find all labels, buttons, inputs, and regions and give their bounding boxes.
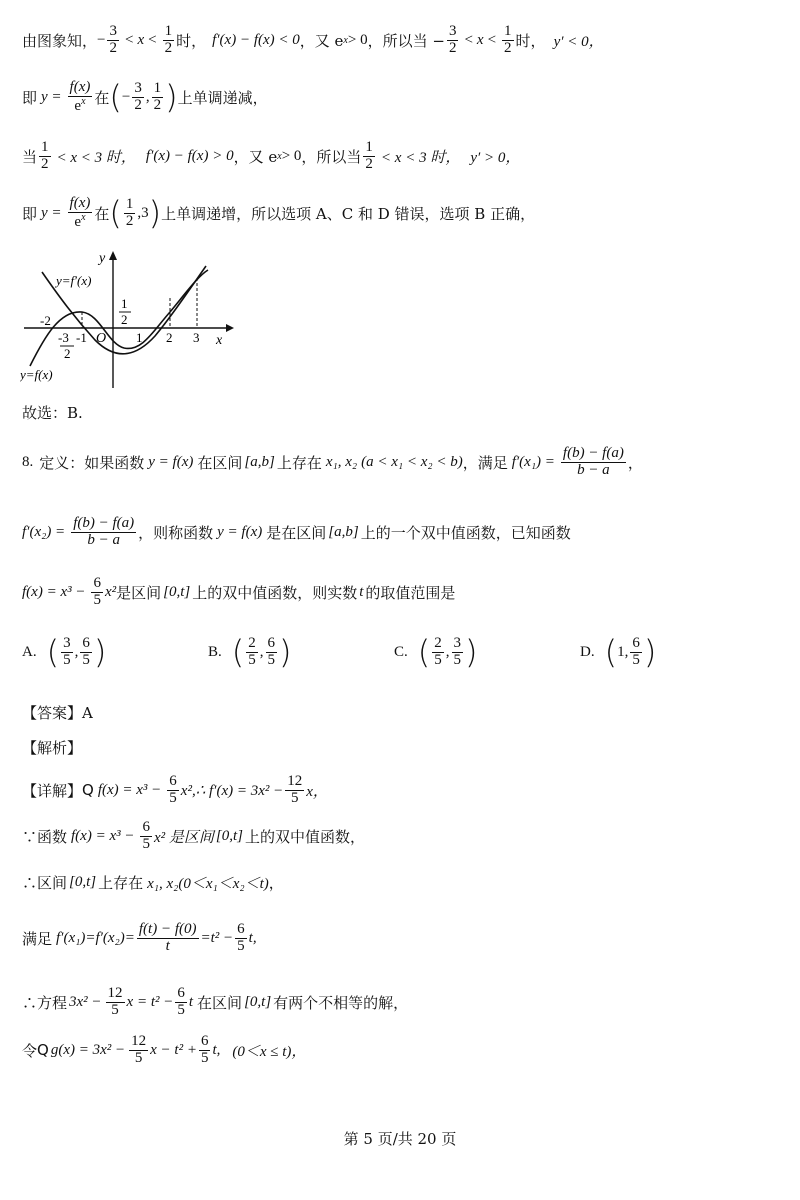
frac-num: 3 xyxy=(109,23,117,39)
frac-den: 2 xyxy=(109,39,117,56)
expr-fprime-minus-f: f′(x) − f(x) < 0 xyxy=(212,31,300,48)
text-gt0: > 0 xyxy=(281,147,302,164)
interval-ab: [a,b] xyxy=(328,523,359,540)
expr-fprime-x1: f′(x₁) = xyxy=(511,453,555,470)
frac-den: 2 xyxy=(164,39,173,56)
minus-sign: − xyxy=(97,31,106,48)
frac-num: 6 xyxy=(200,1033,209,1049)
fraction-six-fifths xyxy=(167,774,179,807)
detail-heading: 【详解】 xyxy=(22,781,83,800)
frac-den: 5 xyxy=(200,1049,209,1066)
frac-num: 6 xyxy=(169,773,177,789)
frac-num: 2 xyxy=(434,635,442,651)
function-graph xyxy=(20,248,240,398)
text-x2-is-interval: x² 是区间 xyxy=(153,829,214,846)
expr-y-eq-fx: y = f(x) xyxy=(148,453,194,470)
tick-half-num: 1 xyxy=(121,296,128,311)
right-paren: ) xyxy=(279,633,292,672)
tick-one: 1 xyxy=(136,330,143,345)
analysis-heading xyxy=(22,737,82,758)
fraction-six-fifths xyxy=(175,986,187,1019)
origin-label: O xyxy=(96,331,107,346)
frac-den xyxy=(72,97,87,115)
frac-num: f(b) − f(a) xyxy=(562,445,624,461)
comma: ， xyxy=(268,874,284,892)
option-right-frac xyxy=(630,636,642,669)
interval-0t: [0,t] xyxy=(244,993,272,1010)
f-label: y=f(x) xyxy=(20,367,53,382)
frac-den xyxy=(72,213,87,231)
expr-fprime-x2: f′(x₂) = xyxy=(22,523,66,540)
text-exists: 上存在 xyxy=(276,453,322,472)
option-right-frac xyxy=(452,636,464,669)
y-axis-label: y xyxy=(99,251,106,266)
expr-x-eq-t2: x = t² − xyxy=(126,993,174,1010)
frac-num: f(x) xyxy=(69,195,91,211)
text-in: 在 xyxy=(94,88,110,107)
fraction-six-fifths xyxy=(140,820,152,853)
var-t: t xyxy=(359,583,364,600)
text-conclusion: 上单调递增，所以选项 A、C 和 D 错误，选项 B 正确， xyxy=(161,204,536,223)
interval-end: ,3 xyxy=(137,204,149,221)
expr-y-eq-fx: y = f(x) xyxy=(217,523,263,540)
var-t: t xyxy=(188,993,194,1010)
frac-den: 2 xyxy=(365,155,373,172)
exp-sup: x xyxy=(343,34,348,46)
option-label: B. xyxy=(208,643,222,660)
option-left-value: 1 xyxy=(617,643,625,660)
solution-line-3 xyxy=(22,140,520,173)
vars-x1x2: x₁, x₂ xyxy=(325,453,358,470)
e-base: e xyxy=(74,213,82,230)
answer-line xyxy=(22,702,93,723)
detail-line-5 xyxy=(22,986,408,1019)
text-given-tail3: 的取值范围是 xyxy=(365,583,456,602)
expr-fprime-equal: f′(x₁)=f′(x₂)= xyxy=(56,929,135,946)
frac-den: 2 xyxy=(125,212,134,229)
tick-three: 3 xyxy=(193,330,200,345)
text-prefix: 即 xyxy=(22,88,38,107)
solution-line-1 xyxy=(22,24,604,57)
e-base: e xyxy=(74,97,82,114)
option-d[interactable] xyxy=(580,633,657,672)
frac-num: 6 xyxy=(177,985,185,1001)
fprime-label: y=f′(x) xyxy=(56,273,92,288)
frac-den: 2 xyxy=(134,96,142,113)
analysis-heading-text: 【解析】 xyxy=(22,739,83,757)
fraction-one-half xyxy=(152,81,164,114)
var-t: t, xyxy=(212,1041,221,1058)
comma: , xyxy=(145,88,150,105)
interval-0t: [0,t] xyxy=(69,874,97,890)
text-satisfy: ，满足 xyxy=(462,453,508,472)
frac-num: f(b) − f(a) xyxy=(73,515,135,531)
frac-num: 1 xyxy=(153,80,162,96)
option-left-frac xyxy=(246,636,258,669)
frac-den: 5 xyxy=(111,1001,119,1018)
tick-minus2: -2 xyxy=(40,313,51,328)
text-prefix: 即 xyxy=(22,204,38,223)
comma: , xyxy=(624,643,629,660)
text-time: 时， xyxy=(176,31,207,50)
fraction-ft-minus-f0 xyxy=(137,922,199,955)
var-x: x xyxy=(137,31,145,48)
var-t-end: t, xyxy=(248,929,257,946)
frac-den: 2 xyxy=(153,96,162,113)
frac-num: 6 xyxy=(237,921,245,937)
left-paren: ( xyxy=(417,633,431,672)
fraction-one-half-2 xyxy=(363,140,375,173)
text-def-intro: 定义：如果函数 xyxy=(39,453,145,472)
expr-y-eq: y = xyxy=(41,204,62,221)
expr-fprime-minus-f-pos: f′(x) − f(x) > 0 xyxy=(145,147,234,164)
frac-den: 5 xyxy=(434,651,442,668)
text-in-interval: 在区间 xyxy=(197,993,243,1012)
q-mark: Q xyxy=(82,781,94,800)
frac-num: 3 xyxy=(134,80,142,96)
lt-sign: < xyxy=(124,31,134,48)
frac-num: 3 xyxy=(453,635,461,651)
answer-text: 【答案】A xyxy=(22,704,93,722)
solution-line-2 xyxy=(22,80,268,115)
expr-fprime: x²,∴ f′(x) = 3x² − xyxy=(180,782,284,799)
text-mid: < x < 3 时， xyxy=(380,149,461,166)
detail-line-3 xyxy=(22,872,284,893)
frac-num: 2 xyxy=(248,635,256,651)
detail-line-2 xyxy=(22,820,365,853)
detail-line-6 xyxy=(22,1034,306,1067)
left-paren: ( xyxy=(109,78,122,117)
expr-3x2: 3x² − xyxy=(69,993,102,1010)
frac-den: b − a xyxy=(87,531,120,548)
text-let: 令 xyxy=(22,1041,38,1060)
right-paren: ) xyxy=(165,78,178,117)
option-c[interactable] xyxy=(394,633,478,672)
text-also: ，又 e xyxy=(233,147,278,166)
frac-den: 5 xyxy=(267,651,275,668)
frac-den: 2 xyxy=(448,39,457,56)
fraction-twelve-fifths xyxy=(106,986,125,1019)
frac-den: 5 xyxy=(142,835,150,852)
q8-line-3 xyxy=(22,576,455,609)
option-label: C. xyxy=(394,643,408,660)
detail-line-1 xyxy=(22,774,328,807)
fraction-mean-slope xyxy=(561,446,626,479)
text-also: ，又 e xyxy=(299,31,344,50)
text-because-function: ∵函数 xyxy=(22,827,68,846)
text-therefore-interval: ∴区间 xyxy=(22,874,68,892)
frac-den: 5 xyxy=(169,789,177,806)
frac-num: 12 xyxy=(107,985,123,1001)
tick-minus3-num: -3 xyxy=(58,330,69,345)
option-b[interactable] xyxy=(208,633,292,672)
text-exists: 上存在 xyxy=(98,874,144,892)
text-is-on: 是在区间 xyxy=(266,523,327,542)
frac-den: 5 xyxy=(237,937,245,954)
exp-sup: x xyxy=(81,211,86,223)
frac-den: 5 xyxy=(248,651,256,668)
option-a[interactable] xyxy=(22,633,107,672)
frac-num: 1 xyxy=(504,23,512,39)
left-paren: ( xyxy=(231,633,245,672)
tick-half-den: 2 xyxy=(121,312,128,327)
domain-cond: (0＜x ≤ t)， xyxy=(232,1043,307,1060)
option-right-frac xyxy=(266,636,278,669)
expr-t-squared: =t² − xyxy=(200,929,234,946)
fraction-one-half xyxy=(124,197,136,230)
text-gt0: > 0 xyxy=(347,31,368,48)
text-given-tail: 是区间 xyxy=(116,583,162,602)
var-x-end: x， xyxy=(306,783,328,800)
choice-text: 故选：B. xyxy=(22,404,83,422)
frac-num: 6 xyxy=(142,819,150,835)
frac-den: 2 xyxy=(504,39,512,56)
option-left-frac xyxy=(432,636,444,669)
expr-yprime-pos: y′ > 0， xyxy=(470,149,521,166)
fraction-six-fifths xyxy=(91,576,103,609)
text-two-roots: 有两个不相等的解， xyxy=(273,993,409,1012)
frac-num: f(t) − f(0) xyxy=(138,921,197,937)
fraction-f-over-e xyxy=(68,196,93,231)
text-time: 时， xyxy=(515,31,546,50)
fraction-one-half xyxy=(39,140,51,173)
frac-num: 1 xyxy=(41,139,49,155)
fraction-one-half xyxy=(163,24,175,57)
text-mid: < x < 3 时， xyxy=(56,149,136,166)
frac-num: 12 xyxy=(287,773,303,789)
interval-0t: [0,t] xyxy=(163,583,191,600)
left-paren: ( xyxy=(604,633,618,672)
question-number: 8. xyxy=(22,453,34,470)
frac-num: 3 xyxy=(448,23,457,39)
choice-line xyxy=(22,402,83,423)
left-paren: ( xyxy=(46,633,60,672)
frac-den: 5 xyxy=(63,651,71,668)
comma: ， xyxy=(627,453,643,472)
expr-yprime-neg: y′ < 0， xyxy=(553,33,604,50)
right-paren: ) xyxy=(93,633,107,672)
text-then-called: ，则称函数 xyxy=(138,523,214,542)
frac-num: 1 xyxy=(164,23,173,39)
tick-neg-half-den: 2 xyxy=(64,346,71,361)
text-so-when: ，所以当 − xyxy=(367,31,445,50)
fraction-three-halves xyxy=(132,81,144,114)
right-paren: ) xyxy=(148,194,162,233)
q8-line-1 xyxy=(22,446,643,479)
q-mark: Q xyxy=(37,1041,49,1060)
expr-fx: f(x) = x³ − xyxy=(71,827,135,844)
frac-den: 5 xyxy=(453,651,461,668)
condition: (a < x₁ < x₂ < b) xyxy=(361,453,463,470)
option-label: D. xyxy=(580,643,595,660)
frac-den: 5 xyxy=(82,651,90,668)
fraction-one-half-2 xyxy=(502,24,514,57)
fraction-mean-slope xyxy=(71,516,136,549)
expr-x1x2-cond: x₁, x₂(0＜x₁＜x₂＜t) xyxy=(147,876,269,892)
frac-num: 6 xyxy=(267,635,275,651)
var-x-squared: x² xyxy=(104,583,117,600)
frac-den: t xyxy=(165,937,170,954)
lt-sign: < xyxy=(464,31,473,48)
fraction-f-over-e xyxy=(68,80,93,115)
fraction-three-halves-2 xyxy=(447,24,459,57)
option-label: A. xyxy=(22,643,37,660)
text-when: 当 xyxy=(22,147,38,166)
interval-0t: [0,t] xyxy=(215,827,243,844)
interval-ab: [a,b] xyxy=(244,453,275,470)
text-double-mean: 上的双中值函数， xyxy=(244,827,365,846)
detail-line-4 xyxy=(22,922,257,955)
frac-den: 2 xyxy=(41,155,49,172)
fraction-six-fifths xyxy=(199,1034,211,1067)
frac-den: 5 xyxy=(134,1049,143,1066)
text-intro: 由图象知， xyxy=(22,31,98,50)
frac-den: 5 xyxy=(291,789,299,806)
lt-sign: < xyxy=(487,31,497,48)
frac-num: f(x) xyxy=(69,79,91,95)
tick-minus1: -1 xyxy=(76,330,87,345)
fraction-three-halves xyxy=(107,24,119,57)
exp-sup: x xyxy=(277,150,282,162)
text-so-when: ，所以当 xyxy=(301,147,362,166)
fraction-twelve-fifths xyxy=(285,774,304,807)
frac-den: 5 xyxy=(93,591,101,608)
right-paren: ) xyxy=(643,633,657,672)
right-paren: ) xyxy=(465,633,478,672)
x-axis-arrow-icon xyxy=(226,324,234,332)
comma: , xyxy=(445,643,450,660)
text-therefore-equation: ∴方程 xyxy=(22,993,68,1012)
comma: , xyxy=(259,643,264,660)
expr-given-fx: f(x) = x³ − xyxy=(22,583,86,600)
frac-num: 6 xyxy=(82,635,90,651)
tick-two: 2 xyxy=(166,330,173,345)
fraction-six-fifths xyxy=(235,922,247,955)
frac-num: 6 xyxy=(93,575,101,591)
comma: , xyxy=(74,643,79,660)
fraction-twelve-fifths xyxy=(129,1034,148,1067)
frac-den: b − a xyxy=(577,461,610,478)
y-axis-arrow-icon xyxy=(109,251,117,260)
frac-num: 6 xyxy=(632,635,640,651)
option-left-frac xyxy=(61,636,73,669)
text-given-tail2: 上的双中值函数，则实数 xyxy=(192,583,358,602)
page-footer: 第 5 页/共 20 页 xyxy=(343,1130,457,1148)
text-decreasing: 上单调递减， xyxy=(177,88,268,107)
frac-den: 5 xyxy=(632,651,640,668)
expr-gx: g(x) = 3x² − xyxy=(50,1041,126,1058)
text-in: 在 xyxy=(94,204,110,223)
text-on-interval: 在区间 xyxy=(197,453,243,472)
option-right-frac xyxy=(80,636,92,669)
expr-y-eq: y = xyxy=(41,88,62,105)
solution-line-4 xyxy=(22,196,535,231)
x-axis-label: x xyxy=(216,333,223,348)
frac-den: 5 xyxy=(177,1001,185,1018)
expr-fx: f(x) = x³ − xyxy=(97,781,162,798)
var-x: x xyxy=(476,31,484,48)
exp-sup: x xyxy=(81,95,86,107)
expr-x-minus-t2: x − t² + xyxy=(150,1041,197,1058)
frac-num: 12 xyxy=(131,1033,147,1049)
frac-num: 1 xyxy=(125,196,134,212)
frac-num: 3 xyxy=(63,635,71,651)
text-called-tail: 上的一个双中值函数，已知函数 xyxy=(360,523,571,542)
q8-line-2 xyxy=(22,516,571,549)
minus-sign: − xyxy=(121,88,131,105)
text-satisfy: 满足 xyxy=(22,929,53,948)
left-paren: ( xyxy=(109,194,122,233)
frac-num: 1 xyxy=(365,139,373,155)
lt-sign: < xyxy=(148,31,157,48)
